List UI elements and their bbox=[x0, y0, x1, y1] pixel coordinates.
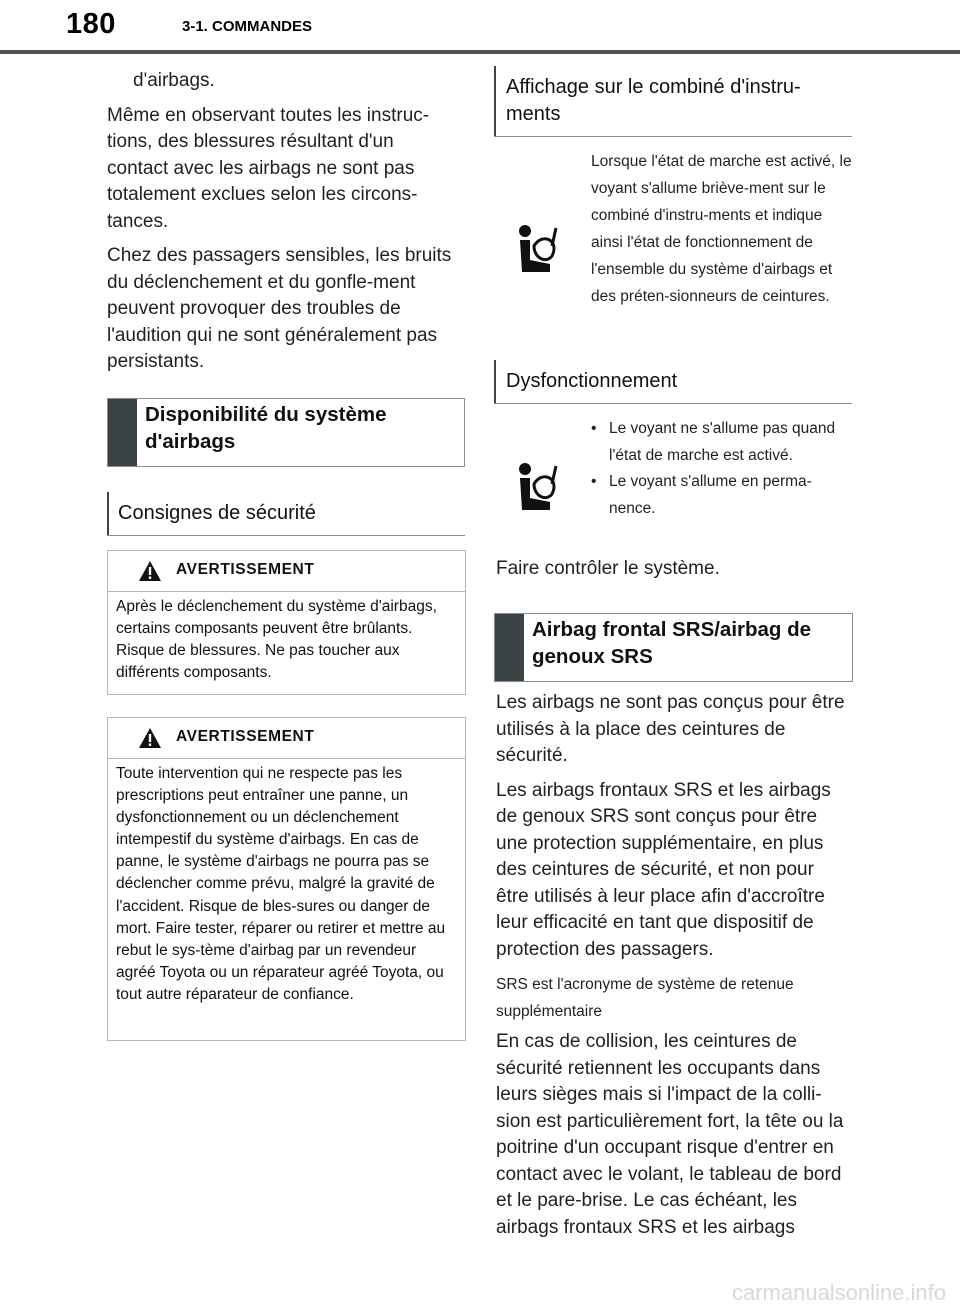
subheading: Consignes de sécurité bbox=[118, 502, 316, 524]
paragraph: Même en observant toutes les instruc-tions, des blessures résultant d'un contact avec les airbags ne sont pas totalement exclues selon les circons-tances. bbox=[107, 104, 430, 232]
warning-text: Après le déclenchement du système d'airbags, certains composants peuvent être brûlants. Risque de blessures. Ne pas toucher aux différents composants. bbox=[116, 598, 437, 682]
subheading-marker bbox=[494, 360, 496, 404]
warning-triangle-icon bbox=[138, 560, 162, 582]
subheading-rule bbox=[107, 535, 465, 536]
subheading: Dysfonctionnement bbox=[506, 370, 678, 392]
section-header-box bbox=[107, 398, 465, 467]
paragraph: En cas de collision, les ceintures de sécurité retiennent les occupants dans leurs sièges mais si l'impact de la colli-sion est particulièrement fort, la tête ou la poitrine d'un occupant risque d'entrer en contact avec le volant, le tableau de bord et le pare-brise. Le cas échéant, les airbags frontaux SRS et les airbags bbox=[496, 1031, 844, 1238]
note: SRS est l'acronyme de système de retenue supplémentaire bbox=[496, 976, 794, 1020]
section-heading: Disponibilité du système d'airbags bbox=[145, 403, 387, 453]
warning-header bbox=[108, 718, 465, 759]
section-heading: Airbag frontal SRS/airbag de genoux SRS bbox=[532, 618, 812, 668]
airbag-warning-light-icon bbox=[512, 460, 562, 512]
warning-title: AVERTISSEMENT bbox=[176, 728, 315, 745]
section-bar bbox=[108, 399, 137, 466]
warning-triangle-icon bbox=[138, 727, 162, 749]
indicator-description: Lorsque l'état de marche est activé, le voyant s'allume briève-ment sur le combiné d'instru-ments et indique ainsi l'état de fonctionnement de l'ensemble du système d'airbags et des préten-sionneurs de ceintures. bbox=[591, 153, 852, 305]
warning-box bbox=[107, 550, 466, 695]
airbag-warning-light-icon bbox=[512, 222, 562, 274]
watermark: carmanualsonline.info bbox=[731, 1280, 946, 1305]
page-number: 180 bbox=[66, 8, 116, 40]
paragraph: Chez des passagers sensibles, les bruits du déclenchement et du gonfle-ment peuvent provoquer des troubles de l'audition qui ne sont généralement pas persistants. bbox=[107, 245, 452, 372]
warning-box bbox=[107, 717, 466, 1041]
warning-title: AVERTISSEMENT bbox=[176, 561, 315, 578]
warning-header bbox=[108, 551, 465, 592]
check-instruction: Faire contrôler le système. bbox=[496, 558, 720, 579]
warning-text: Toute intervention qui ne respecte pas les prescriptions peut entraîner une panne, un dysfonctionnement ou un déclenchement intempestif du système d'airbags. En cas de panne, le système d'airbags ne pourra pas se déclencher comme prévu, malgré la gravité de l'accident. Risque de bles-sures ou danger de mort. Faire tester, réparer ou retirer et mettre au rebut le sys-tème d'airbag par un revendeur agréé Toyota ou un réparateur agréé Toyota, ou tout autre réparateur de confiance. bbox=[116, 765, 446, 1003]
left-body bbox=[107, 68, 459, 384]
section-header-box bbox=[494, 613, 853, 682]
header-rule bbox=[0, 50, 960, 54]
list-item: • Le voyant ne s'allume pas quand l'état de marche est activé. bbox=[589, 416, 851, 469]
subheading-marker bbox=[107, 492, 109, 536]
section-bar bbox=[495, 614, 524, 681]
paragraph: Les airbags ne sont pas conçus pour être utilisés à la place des ceintures de sécurité. bbox=[496, 692, 845, 766]
right-body bbox=[496, 690, 848, 1249]
paragraph: Les airbags frontaux SRS et les airbags de genoux SRS sont conçus pour être une protection supplémentaire, en plus des ceintures de sécurité, et non pour être utilisés à leur place afin d'accroître leur efficacité en tant que dispositif de protection des passagers. bbox=[496, 779, 831, 960]
subheading-rule bbox=[494, 403, 852, 404]
list-item: • Le voyant s'allume en perma-nence. bbox=[589, 469, 851, 522]
subheading: Affichage sur le combiné d'instru-ments bbox=[506, 76, 801, 125]
section-title: 3-1. COMMANDES bbox=[182, 18, 313, 35]
malfunction-list bbox=[589, 416, 851, 522]
subheading-marker bbox=[494, 66, 496, 136]
intro-tail: d'airbags. bbox=[133, 70, 215, 91]
subheading-rule bbox=[494, 136, 852, 137]
